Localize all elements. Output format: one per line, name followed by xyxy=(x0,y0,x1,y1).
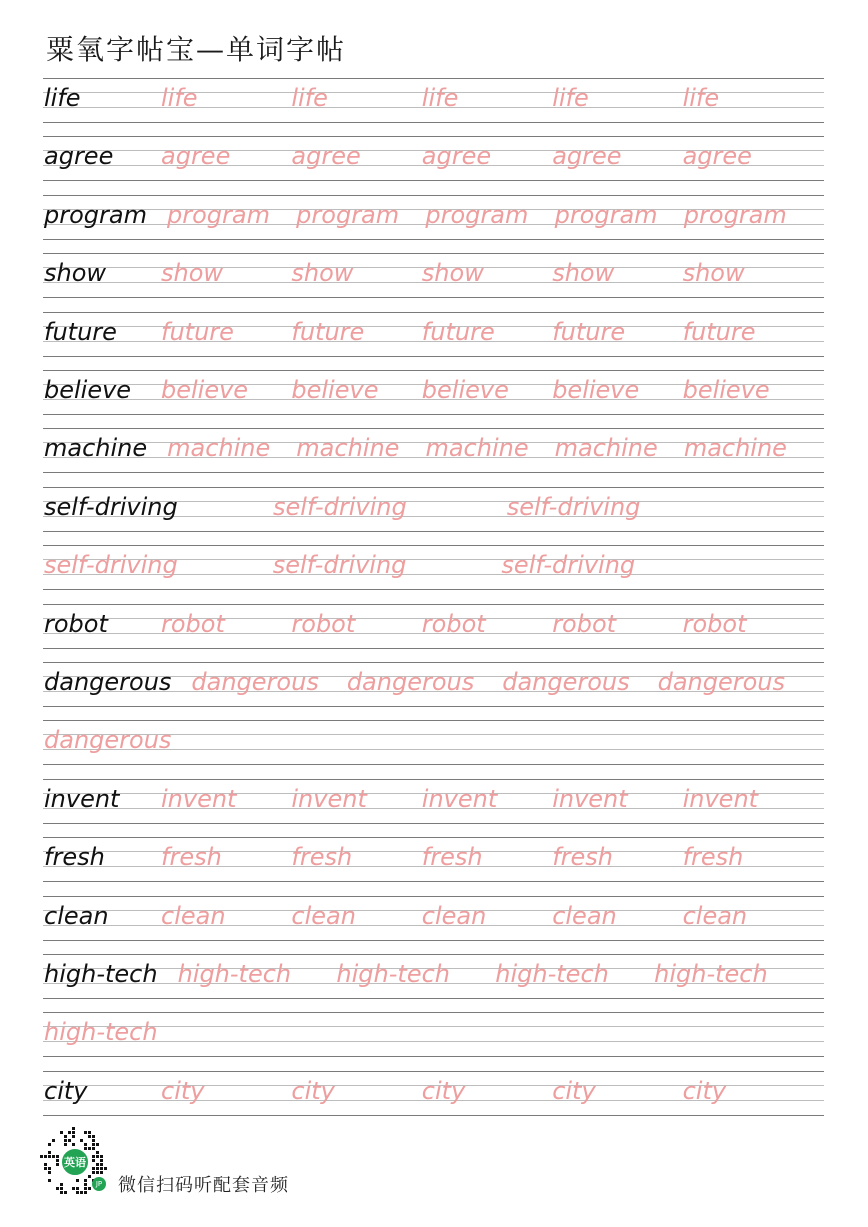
ruling-line xyxy=(43,370,824,371)
trace-word: life xyxy=(161,84,198,112)
ruling-line xyxy=(43,1041,824,1042)
trace-word: invent xyxy=(161,784,237,813)
trace-word: high-tech xyxy=(336,960,450,988)
trace-word: show xyxy=(421,259,484,288)
ruling-line xyxy=(43,78,824,79)
trace-word: self-driving xyxy=(501,551,636,580)
model-word: machine xyxy=(44,434,148,463)
trace-word: machine xyxy=(296,434,400,463)
ruling-line xyxy=(43,414,824,415)
ruling-line xyxy=(43,720,824,721)
ruling-line xyxy=(43,896,824,897)
trace-word: self-driving xyxy=(272,551,407,580)
writing-row xyxy=(43,136,824,180)
ruling-line xyxy=(43,531,824,532)
writing-row xyxy=(43,779,824,823)
trace-word: agree xyxy=(291,142,361,171)
trace-word: program xyxy=(425,200,529,229)
trace-word: future xyxy=(291,317,365,346)
trace-word: show xyxy=(291,259,354,288)
trace-word: invent xyxy=(291,784,367,813)
model-word: life xyxy=(44,84,81,112)
trace-word: show xyxy=(682,259,745,288)
writing-row xyxy=(43,662,824,706)
ruling-line xyxy=(43,706,824,707)
trace-word: believe xyxy=(291,376,379,404)
footer-caption: 微信扫码听配套音频 xyxy=(118,1175,289,1196)
model-word: believe xyxy=(44,376,132,404)
model-word: dangerous xyxy=(44,668,172,696)
ruling-line xyxy=(43,545,824,546)
trace-word: fresh xyxy=(682,843,744,872)
ruling-line xyxy=(43,604,824,605)
trace-word: program xyxy=(683,200,787,229)
writing-row xyxy=(43,195,824,239)
writing-row xyxy=(43,1071,824,1115)
trace-word: agree xyxy=(421,142,492,171)
trace-word: believe xyxy=(421,376,509,404)
mini-logo-icon: JP xyxy=(92,1177,106,1191)
trace-word: invent xyxy=(682,784,759,813)
trace-word: clean xyxy=(421,901,487,930)
writing-row xyxy=(43,896,824,940)
model-word: agree xyxy=(44,142,114,171)
ruling-line xyxy=(43,662,824,663)
ruling-line xyxy=(43,1026,824,1027)
trace-word: show xyxy=(552,259,615,288)
trace-word: agree xyxy=(552,142,622,171)
trace-word: robot xyxy=(552,609,617,638)
ruling-line xyxy=(43,239,824,240)
ruling-line xyxy=(43,312,824,313)
trace-word: dangerous xyxy=(502,668,630,696)
trace-word: machine xyxy=(683,434,787,463)
trace-word: city xyxy=(421,1076,466,1105)
trace-word: fresh xyxy=(421,843,483,872)
trace-word: self-driving xyxy=(506,492,641,521)
writing-row xyxy=(43,837,824,881)
trace-word: life xyxy=(421,84,459,112)
model-word: city xyxy=(44,1076,88,1105)
ruling-line xyxy=(43,779,824,780)
ruling-line xyxy=(43,954,824,955)
ruling-line xyxy=(43,122,824,123)
ruling-line xyxy=(43,1071,824,1072)
trace-word: self-driving xyxy=(273,492,407,521)
trace-word: city xyxy=(552,1076,596,1105)
ruling-line xyxy=(43,1056,824,1057)
ruling-line xyxy=(43,1115,824,1116)
trace-word: clean xyxy=(552,901,617,930)
ruling-line xyxy=(43,195,824,196)
trace-word: robot xyxy=(682,609,747,638)
ruling-line xyxy=(43,940,824,941)
writing-row xyxy=(43,312,824,356)
trace-word: agree xyxy=(682,142,752,171)
model-word: clean xyxy=(44,901,109,930)
trace-word: high-tech xyxy=(177,960,292,988)
model-word: invent xyxy=(44,784,120,813)
ruling-line xyxy=(43,998,824,999)
trace-word: future xyxy=(421,317,495,346)
trace-word: dangerous xyxy=(657,668,786,696)
model-word: future xyxy=(44,317,117,346)
trace-word: believe xyxy=(682,376,770,404)
ruling-line xyxy=(43,472,824,473)
model-word: self-driving xyxy=(44,492,178,521)
ruling-line xyxy=(43,764,824,765)
ruling-line xyxy=(43,1012,824,1013)
trace-word: high-tech xyxy=(44,1018,158,1047)
trace-word: future xyxy=(682,317,756,346)
model-word: high-tech xyxy=(44,960,158,988)
trace-word: believe xyxy=(552,376,640,404)
model-word: program xyxy=(44,200,147,229)
writing-row xyxy=(43,954,824,998)
trace-word: machine xyxy=(167,434,271,463)
trace-word: high-tech xyxy=(495,960,609,988)
trace-word: life xyxy=(682,84,720,112)
trace-word: life xyxy=(291,84,328,112)
trace-word: fresh xyxy=(291,843,353,872)
model-word: fresh xyxy=(44,843,105,872)
ruling-line xyxy=(43,136,824,137)
ruling-line xyxy=(43,589,824,590)
ruling-line xyxy=(43,428,824,429)
trace-word: invent xyxy=(552,784,628,813)
trace-word: invent xyxy=(421,784,498,813)
trace-word: agree xyxy=(161,142,231,171)
ruling-line xyxy=(43,881,824,882)
model-word: robot xyxy=(44,609,108,638)
trace-word: machine xyxy=(425,434,529,463)
trace-word: believe xyxy=(161,376,249,404)
ruling-line xyxy=(43,837,824,838)
english-badge-icon: 英语 xyxy=(60,1147,90,1177)
ruling-line xyxy=(43,356,824,357)
trace-word: city xyxy=(291,1076,335,1105)
trace-word: robot xyxy=(421,609,486,638)
ruling-line xyxy=(43,823,824,824)
ruling-line xyxy=(43,253,824,254)
trace-word: life xyxy=(552,84,589,112)
writing-row xyxy=(43,487,824,531)
trace-word: program xyxy=(166,200,270,229)
writing-row xyxy=(43,604,824,648)
trace-word: future xyxy=(552,317,626,346)
trace-word: machine xyxy=(554,434,658,463)
trace-word: show xyxy=(161,259,224,288)
writing-row xyxy=(43,78,824,122)
trace-word: clean xyxy=(682,901,748,930)
footer xyxy=(40,1127,440,1197)
trace-word: city xyxy=(682,1076,727,1105)
writing-row xyxy=(43,428,824,472)
trace-word: robot xyxy=(291,609,356,638)
trace-word: clean xyxy=(291,901,356,930)
page-title: 粟氧字帖宝—单词字帖 xyxy=(46,33,347,66)
trace-word: program xyxy=(296,200,400,229)
writing-row xyxy=(43,720,824,764)
trace-word: high-tech xyxy=(654,960,768,988)
trace-word: future xyxy=(161,317,234,346)
writing-row xyxy=(43,253,824,297)
model-word: show xyxy=(44,259,107,288)
ruling-line xyxy=(43,648,824,649)
writing-row xyxy=(43,370,824,414)
trace-word: clean xyxy=(161,901,226,930)
trace-word: self-driving xyxy=(44,551,178,580)
trace-word: fresh xyxy=(552,843,613,872)
trace-word: city xyxy=(161,1076,205,1105)
trace-word: dangerous xyxy=(44,726,172,755)
trace-word: dangerous xyxy=(191,668,319,696)
trace-word: program xyxy=(554,200,658,229)
writing-row xyxy=(43,545,824,589)
ruling-line xyxy=(43,487,824,488)
trace-word: dangerous xyxy=(346,668,475,696)
trace-word: robot xyxy=(161,609,225,638)
trace-word: fresh xyxy=(161,843,222,872)
writing-row xyxy=(43,1012,824,1056)
ruling-line xyxy=(43,180,824,181)
ruling-line xyxy=(43,297,824,298)
